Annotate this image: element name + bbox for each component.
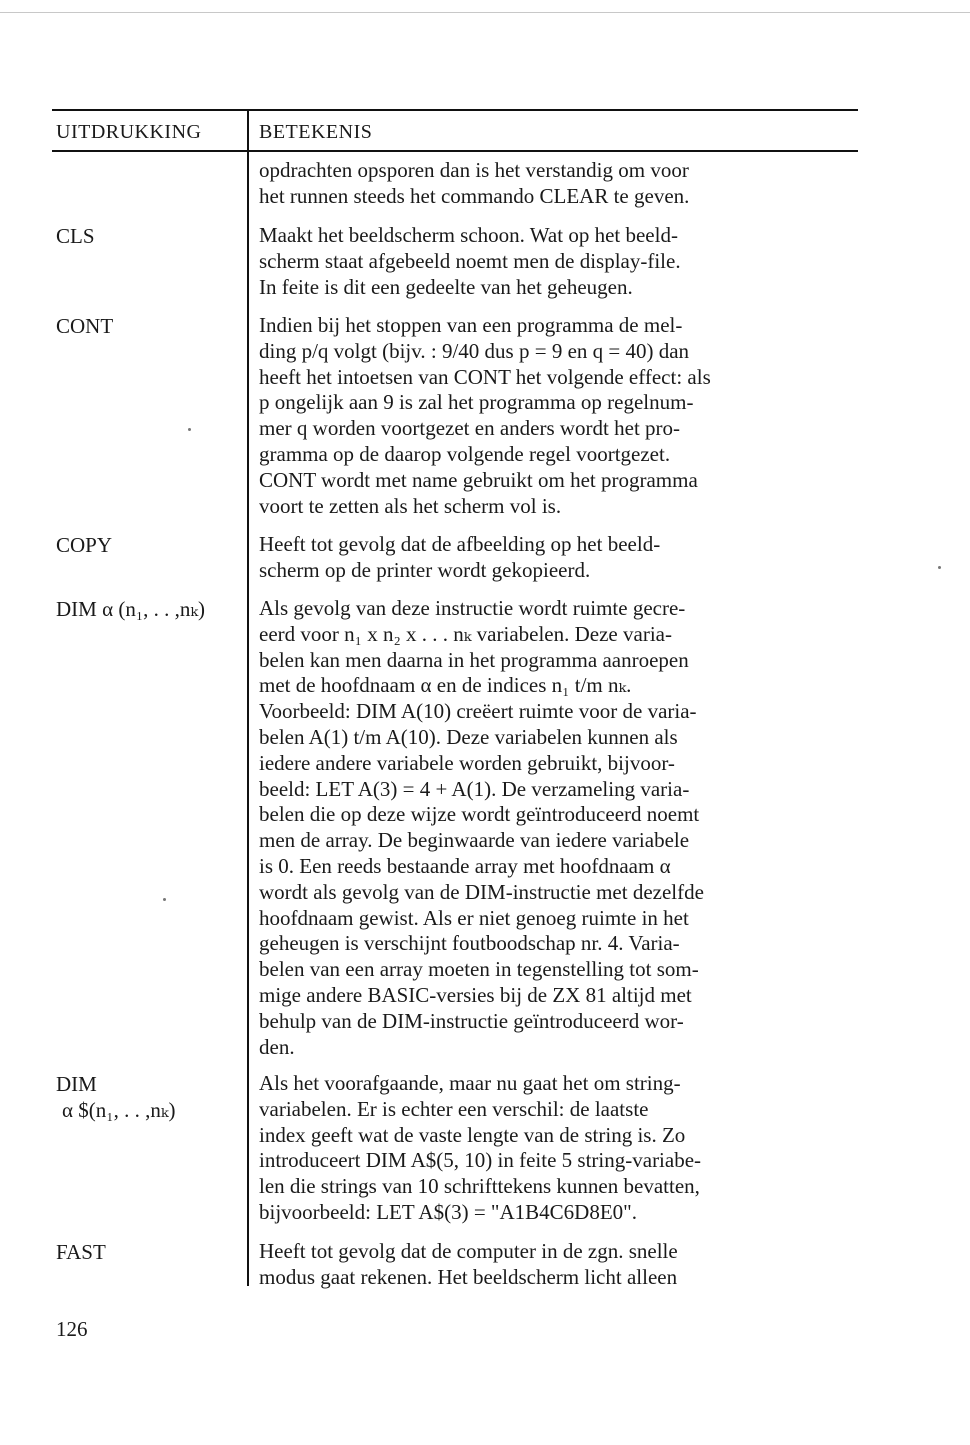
description-line: men de array. De beginwaarde van iedere variabele xyxy=(259,828,690,853)
description-line: ding p/q volgt (bijv. : 9/40 dus p = 9 en q = 40) dan xyxy=(259,338,690,363)
description-line: bijvoorbeeld: LET A$(3) = "A1B4C6D8E0". xyxy=(259,1199,637,1224)
print-speck xyxy=(163,898,166,901)
description-line: is 0. Een reeds bestaande array met hoofdnaam α xyxy=(259,853,671,878)
print-speck xyxy=(188,428,191,431)
description-line: heeft het intoetsen van CONT het volgende effect: als xyxy=(259,364,711,389)
description-line: In feite is dit een gedeelte van het geheugen. xyxy=(259,274,633,299)
description-line: belen van een array moeten in tegenstelling tot som- xyxy=(259,957,699,982)
description-line: belen die op deze wijze wordt geïntroduceerd noemt xyxy=(259,802,700,827)
term-fast: FAST xyxy=(56,1240,106,1264)
description-line: len die strings van 10 schrifttekens kunnen bevatten, xyxy=(259,1174,700,1199)
description-line: iedere andere variabele worden gebruikt, bijvoor- xyxy=(259,750,675,775)
description-line: Voorbeeld: DIM A(10) creëert ruimte voor de varia- xyxy=(259,699,697,724)
description-cont xyxy=(259,313,861,519)
description-line: Heeft tot gevolg dat de computer in de zgn. snelle xyxy=(259,1239,678,1263)
description-line: belen kan men daarna in het programma aanroepen xyxy=(259,647,689,672)
description-line: p ongelijk aan 9 is zal het programma op regelnum- xyxy=(259,390,694,415)
term-cls: CLS xyxy=(56,224,95,248)
entry-continued-description xyxy=(259,158,861,210)
description-line: variabelen. Er is echter een verschil: de laatste xyxy=(259,1096,649,1121)
table-header-rule xyxy=(52,150,858,152)
description-dim-string xyxy=(259,1071,861,1226)
column-header-meaning: BETEKENIS xyxy=(259,121,373,143)
term-copy: COPY xyxy=(56,533,113,557)
description-line: index geeft wat de vaste lengte van de string is. Zo xyxy=(259,1122,686,1147)
description-line: scherm staat afgebeeld noemt men de display-file. xyxy=(259,248,681,273)
description-line: mer q worden voortgezet en anders wordt het pro- xyxy=(259,416,681,441)
description-line: CONT wordt met name gebruikt om het programma xyxy=(259,467,698,492)
description-dim-array xyxy=(259,596,861,1060)
description-line: gramma op de daarop volgende regel voortgezet. xyxy=(259,441,671,466)
description-line: opdrachten opsporen dan is het verstandig om voor xyxy=(259,158,689,182)
description-fast xyxy=(259,1239,861,1291)
term-dim-array: DIM α (n₁, . . ,nₖ) xyxy=(56,597,206,621)
description-cls xyxy=(259,223,861,300)
term-dim-string xyxy=(56,1071,175,1123)
description-line: belen A(1) t/m A(10). Deze variabelen kunnen als xyxy=(259,724,678,749)
table-top-rule xyxy=(52,109,858,111)
column-header-term: UITDRUKKING xyxy=(56,121,202,143)
page-top-edge xyxy=(0,12,970,13)
description-line: Indien bij het stoppen van een programma de mel- xyxy=(259,313,683,337)
description-line: Maakt het beeldscherm schoon. Wat op het beeld- xyxy=(259,223,678,247)
term-line: DIM xyxy=(56,1072,97,1096)
page-number: 126 xyxy=(56,1317,88,1341)
description-line: wordt als gevolg van de DIM-instructie met dezelfde xyxy=(259,879,704,904)
description-line: voort te zetten als het scherm vol is. xyxy=(259,493,562,518)
description-line: het runnen steeds het commando CLEAR te geven. xyxy=(259,183,690,208)
description-line: introduceert DIM A$(5, 10) in feite 5 string-variabe- xyxy=(259,1148,702,1173)
description-line: eerd voor n₁ x n₂ x . . . nₖ variabelen. Deze varia- xyxy=(259,621,672,646)
print-speck xyxy=(938,566,941,569)
description-line: Als het voorafgaande, maar nu gaat het om string- xyxy=(259,1071,681,1095)
description-line: Als gevolg van deze instructie wordt ruimte gecre- xyxy=(259,596,686,620)
description-line: geheugen is verschijnt foutboodschap nr. 4. Varia- xyxy=(259,931,680,956)
description-line: modus gaat rekenen. Het beeldscherm licht alleen xyxy=(259,1264,678,1289)
description-line: den. xyxy=(259,1034,295,1059)
table-column-divider xyxy=(247,110,249,1286)
term-cont: CONT xyxy=(56,314,114,338)
description-line: Heeft tot gevolg dat de afbeelding op het beeld- xyxy=(259,532,661,556)
description-copy xyxy=(259,532,861,584)
description-line: behulp van de DIM-instructie geïntroduceerd wor- xyxy=(259,1008,684,1033)
description-line: mige andere BASIC-versies bij de ZX 81 altijd met xyxy=(259,982,692,1007)
description-line: scherm op de printer wordt gekopieerd. xyxy=(259,557,591,582)
description-line: hoofdnaam gewist. Als er niet genoeg ruimte in het xyxy=(259,905,689,930)
term-line: α $(n₁, . . ,nₖ) xyxy=(62,1098,176,1122)
description-line: met de hoofdnaam α en de indices n₁ t/m nₖ. xyxy=(259,673,632,698)
description-line: beeld: LET A(3) = 4 + A(1). De verzameling varia- xyxy=(259,776,690,801)
